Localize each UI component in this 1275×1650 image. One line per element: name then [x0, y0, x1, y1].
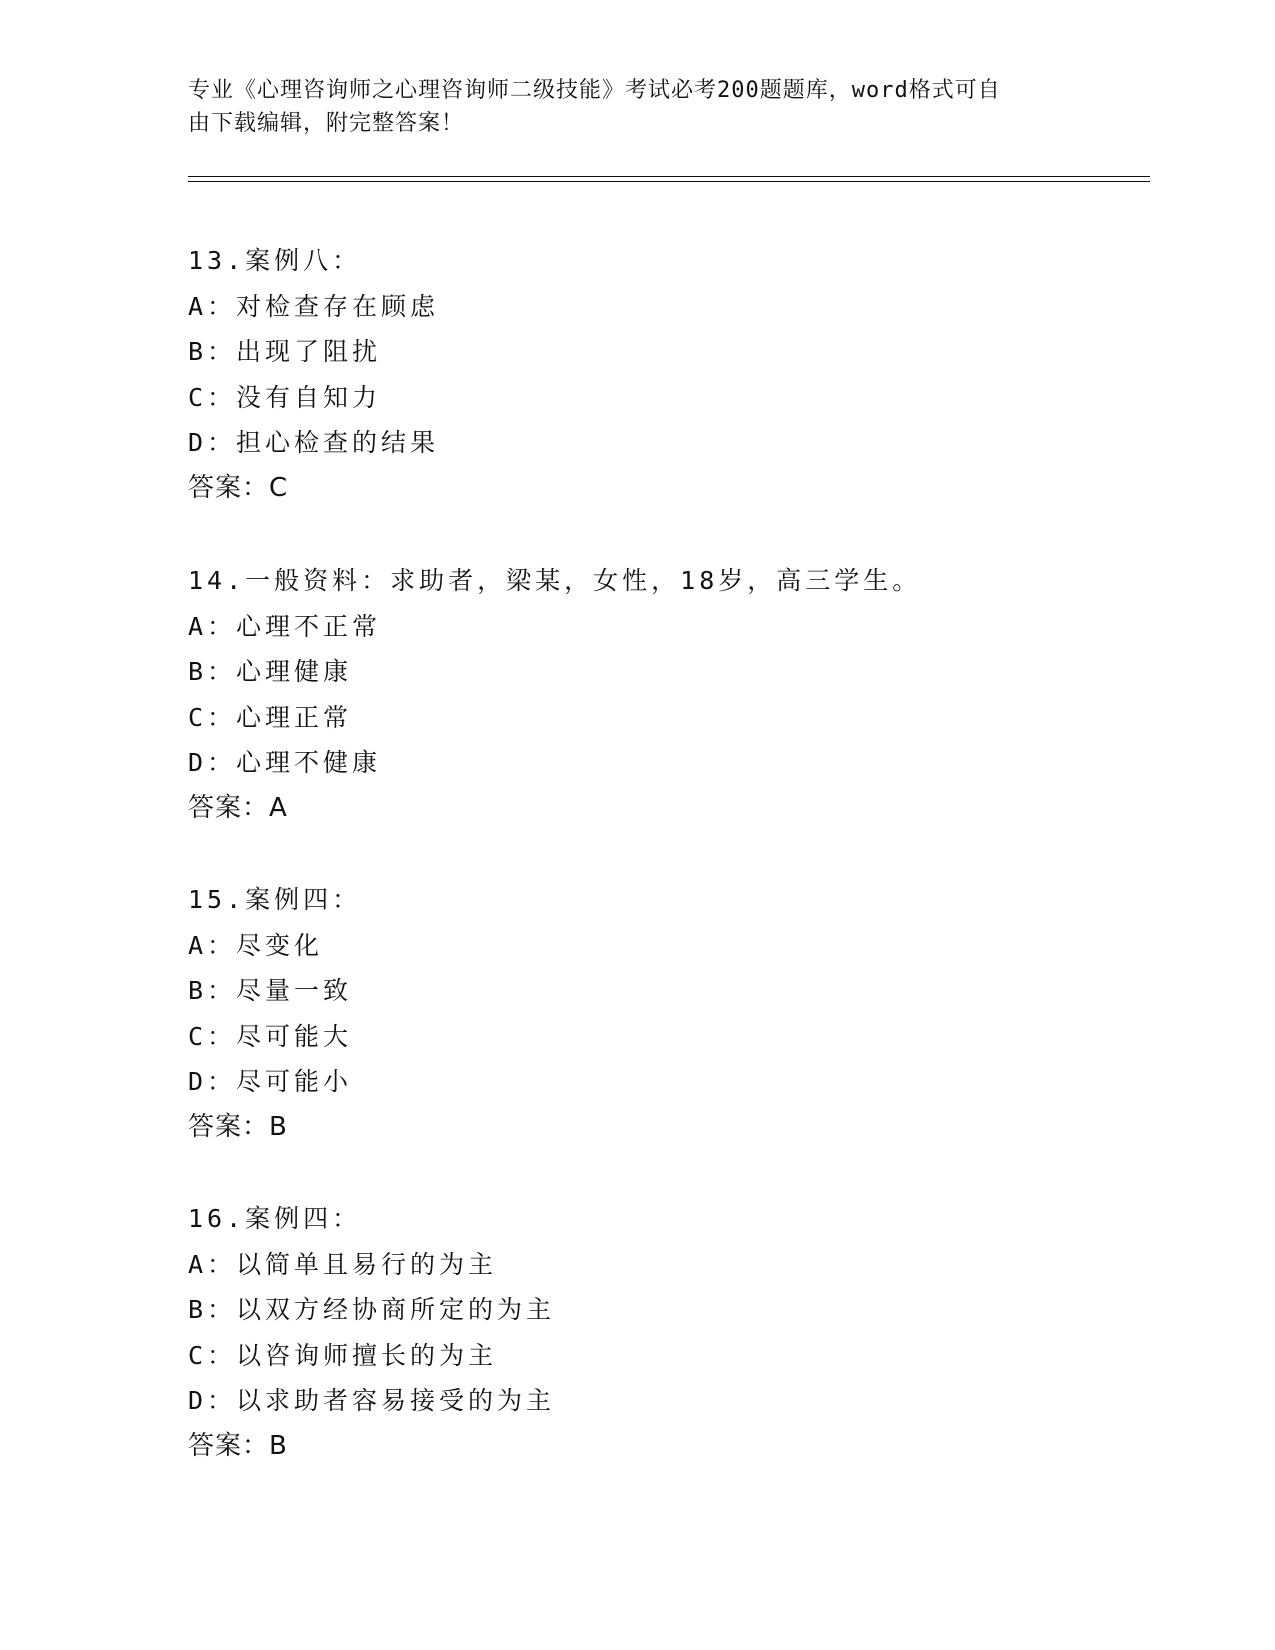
option-b: B：以双方经协商所定的为主: [188, 1295, 556, 1324]
question-14: [188, 558, 1088, 831]
option-d: D：以求助者容易接受的为主: [188, 1386, 556, 1415]
answer-line: 答案：C: [188, 472, 289, 503]
header-divider-top: [188, 176, 1150, 177]
answer-line: 答案：B: [188, 1111, 288, 1142]
question-16: [188, 1196, 1088, 1469]
answer-line: 答案：B: [188, 1430, 288, 1461]
question-stem: 15.案例四：: [188, 885, 362, 914]
option-b: B：出现了阻扰: [188, 337, 382, 366]
option-b: B：心理健康: [188, 657, 353, 686]
question-stem: 13.案例八：: [188, 246, 362, 275]
question-15: [188, 877, 1088, 1150]
option-c: C：没有自知力: [188, 382, 382, 412]
option-a: A：尽变化: [188, 930, 324, 960]
option-b: B：尽量一致: [188, 976, 353, 1005]
option-c: C：尽可能大: [188, 1021, 353, 1051]
option-a: A：对检查存在顾虑: [188, 291, 440, 321]
question-stem: 16.案例四：: [188, 1204, 362, 1233]
header-line-2: 由下载编辑，附完整答案！: [188, 111, 465, 136]
answer-line: 答案：A: [188, 792, 288, 823]
option-d: D：尽可能小: [188, 1067, 353, 1096]
option-c: C：心理正常: [188, 702, 353, 732]
option-a: A：以简单且易行的为主: [188, 1249, 498, 1279]
option-c: C：以咨询师擅长的为主: [188, 1340, 498, 1370]
document-header: [188, 74, 1088, 140]
option-a: A：心理不正常: [188, 611, 382, 641]
header-divider-bottom: [188, 181, 1150, 182]
option-d: D：担心检查的结果: [188, 428, 440, 457]
option-d: D：心理不健康: [188, 748, 382, 777]
header-line-1: 专业《心理咨询师之心理咨询师二级技能》考试必考200题题库，word格式可自: [188, 78, 1001, 103]
question-13: [188, 238, 1088, 511]
question-stem: 14.一般资料：求助者，梁某，女性，18岁，高三学生。: [188, 566, 922, 595]
